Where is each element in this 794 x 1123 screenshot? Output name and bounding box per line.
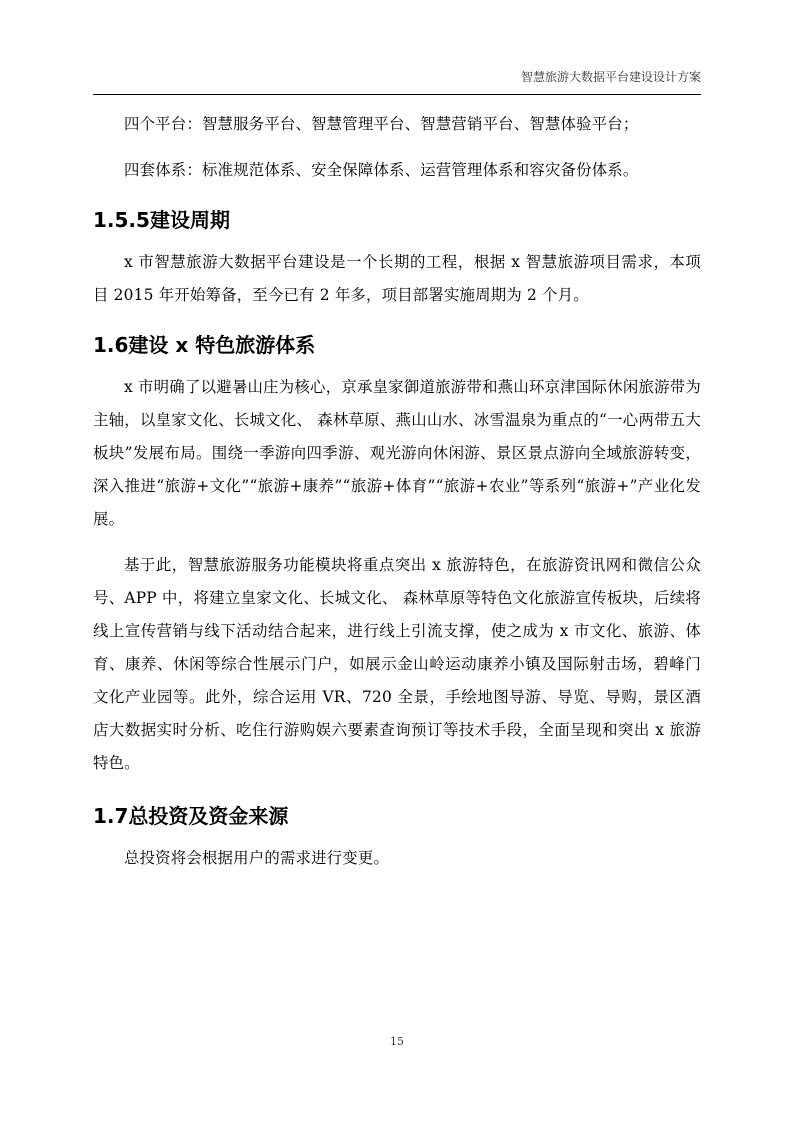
paragraph-platforms: 四个平台：智慧服务平台、智慧管理平台、智慧营销平台、智慧体验平台；: [124, 115, 639, 133]
paragraph-systems: 四套体系：标准规范体系、安全保障体系、运营管理体系和容灾备份体系。: [124, 161, 639, 179]
paragraph-construction-period: x 市智慧旅游大数据平台建设是一个长期的工程，根据 x 智慧旅游项目需求，本项目 2015 年开始筹备，至今已有 2 年多，项目部署实施周期为 2 个月。: [93, 253, 701, 304]
header-rule: [93, 94, 701, 95]
section-heading-tourism-system: 1.6建设 x 特色旅游体系: [93, 333, 316, 357]
document-body: [93, 108, 701, 875]
section-heading-construction-period: 1.5.5建设周期: [93, 208, 230, 232]
paragraph-investment: 总投资将会根据用户的需求进行变更。: [124, 849, 390, 867]
section-heading-investment: 1.7总投资及资金来源: [93, 804, 289, 828]
paragraph-tourism-features: 基于此，智慧旅游服务功能模块将重点突出 x 旅游特色，在旅游资讯网和微信公众号、APP 中，将建立皇家文化、长城文化、 森林草原等特色文化旅游宣传板块，后续将线上宣传营销与线下活动结合起来，进行线上引流支撑，使之成为 x 市文化、旅游、体育、康养、休闲等综合性展示门户，如展示金山岭运动康养小镇及国际射击场，碧峰门文化产业园等。此外，综合运用 VR、720 全景，手绘地图导游、导览、导购，景区酒店大数据实时分析、吃住行游购娱六要素查询预订等技术手段，全面呈现和突出 x 旅游特色。: [93, 556, 701, 772]
page-number: 15: [390, 1035, 404, 1048]
running-header: 智慧旅游大数据平台建设设计方案: [520, 70, 701, 84]
paragraph-tourism-layout: x 市明确了以避暑山庄为核心，京承皇家御道旅游带和燕山环京津国际休闲旅游带为主轴，以皇家文化、长城文化、 森林草原、燕山山水、冰雪温泉为重点的“一心两带五大板块”发展布局。围绕一季游向四季游、观光游向休闲游、景区景点游向全域旅游转变，深入推进“旅游+文化”“旅游+康养”“旅游+体育”“旅游+农业”等系列“旅游+”产业化发展。: [93, 378, 701, 528]
